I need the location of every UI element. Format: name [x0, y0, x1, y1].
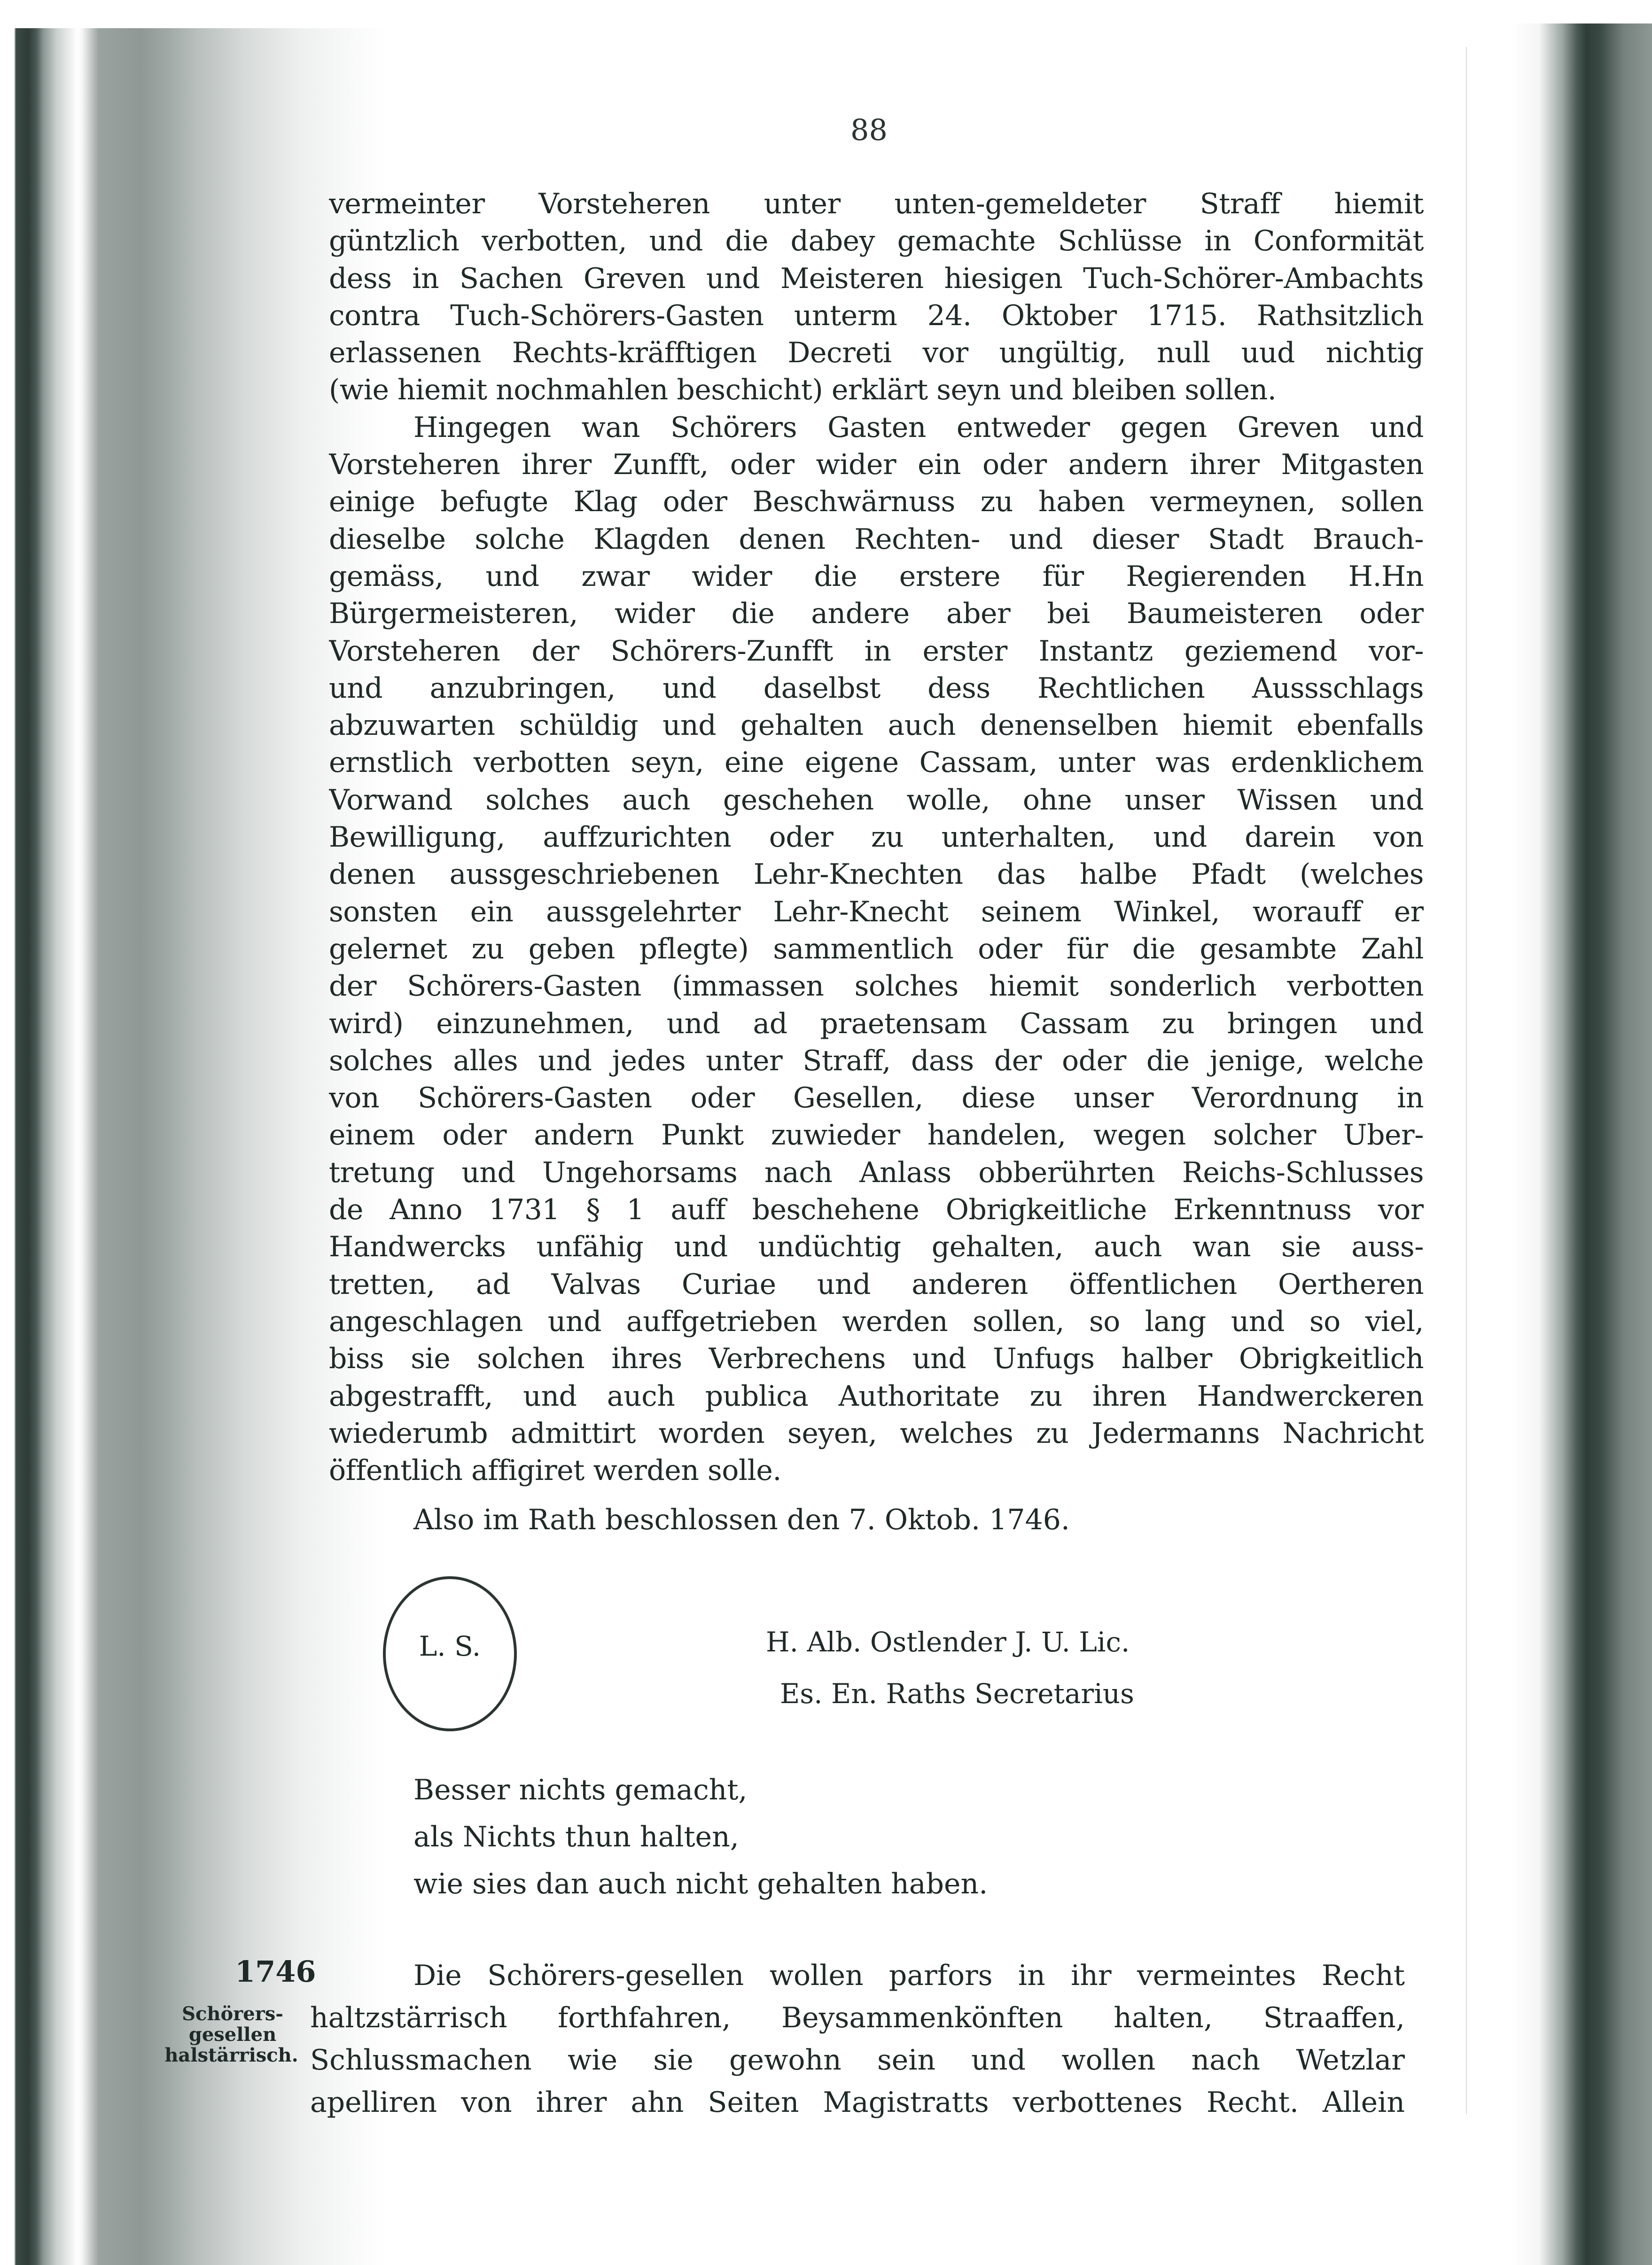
text-line: sonsten ein aussgelehrter Lehr-Knecht seinem Winkel, worauff er	[329, 895, 1424, 928]
text-line: haltzstärrisch forthfahren, Beysammenkönften halten, Straaffen,	[310, 2001, 1405, 2034]
text-line: abgestrafft, und auch publica Authoritate zu ihren Handwerckeren	[329, 1379, 1424, 1413]
text-line: gemäss, und zwar wider die erstere für Regierenden H.Hn	[329, 560, 1424, 593]
text-line: einem oder andern Punkt zuwieder handelen, wegen solcher Uber-	[329, 1119, 1424, 1152]
verse-line: wie sies dan auch nicht gehalten haben.	[413, 1868, 988, 1900]
closing-date-line: Also im Rath beschlossen den 7. Oktob. 1746.	[413, 1503, 1070, 1536]
text-line: (wie hiemit nochmahlen beschicht) erklärt seyn und bleiben sollen.	[329, 374, 1277, 407]
text-line: Vorsteheren der Schörers-Zunfft in erster Instantz geziemend vor-	[329, 634, 1424, 668]
margin-note-line: gesellen	[188, 2024, 277, 2046]
text-line: solches alles und jedes unter Straff, dass der oder die jenige, welche	[329, 1044, 1424, 1077]
text-line: Vorwand solches auch geschehen wolle, ohne unser Wissen und	[329, 783, 1424, 817]
text-line: dieselbe solche Klagden denen Rechten- und dieser Stadt Brauch-	[329, 522, 1424, 556]
text-line: einige befugte Klag oder Beschwärnuss zu haben vermeynen, sollen	[329, 485, 1424, 519]
text-line: abzuwarten schüldig und gehalten auch denenselben hiemit ebenfalls	[329, 709, 1424, 742]
text-line: de Anno 1731 § 1 auff beschehene Obrigkeitliche Erkenntnuss vor	[329, 1193, 1424, 1227]
page-number: 88	[850, 113, 888, 147]
text-line: tretten, ad Valvas Curiae und anderen öffentlichen Oertheren	[329, 1268, 1424, 1301]
text-line: und anzubringen, und daselbst dess Rechtlichen Aussschlags	[329, 671, 1424, 705]
text-line: vermeinter Vorsteheren unter unten-gemeldeter Straff hiemit	[329, 187, 1424, 220]
text-line: öffentlich affigiret werden solle.	[329, 1454, 781, 1487]
text-line: angeschlagen und auffgetrieben werden sollen, so lang und so viel,	[329, 1305, 1424, 1338]
text-line: Bewilligung, auffzurichten oder zu unterhalten, und darein von	[329, 821, 1424, 854]
text-line: denen aussgeschriebenen Lehr-Knechten das halbe Pfadt (welches	[329, 858, 1424, 891]
text-line: ernstlich verbotten seyn, eine eigene Cassam, unter was erdenklichem	[329, 746, 1424, 779]
scan-shadow-left	[0, 28, 385, 2265]
text-line: Schlussmachen wie sie gewohn sein und wollen nach Wetzlar	[310, 2044, 1405, 2077]
verse-line: als Nichts thun halten,	[413, 1821, 739, 1853]
signature-block	[766, 1616, 1134, 1720]
text-line: von Schörers-Gasten oder Gesellen, diese unser Verordnung in	[329, 1082, 1424, 1115]
signature-name: H. Alb. Ostlender J. U. Lic.	[766, 1626, 1130, 1658]
text-line: güntzlich verbotten, und die dabey gemachte Schlüsse in Conformität	[329, 225, 1424, 258]
text-line: tretung und Ungehorsams nach Anlass obberührten Reichs-Schlusses	[329, 1156, 1424, 1189]
verse-block	[413, 1767, 988, 1907]
text-line: erlassenen Rechts-kräfftigen Decreti vor ungültig, null uud nichtig	[329, 336, 1424, 370]
margin-note-line: halstärrisch.	[164, 2044, 298, 2066]
verse-line: Besser nichts gemacht,	[413, 1774, 748, 1806]
text-line: gelernet zu geben pflegte) sammentlich oder für die gesambte Zahl	[329, 932, 1424, 965]
signature-title: Es. En. Raths Secretarius	[780, 1678, 1134, 1710]
seal-label: L. S.	[419, 1630, 481, 1662]
text-line: apelliren von ihrer ahn Seiten Magistratts verbottenes Recht. Allein	[310, 2086, 1405, 2119]
text-line: dess in Sachen Greven und Meisteren hiesigen Tuch-Schörer-Ambachts	[329, 262, 1424, 295]
text-line: Die Schörers-gesellen wollen parfors in ihr vermeintes Recht	[413, 1959, 1405, 1992]
margin-note	[162, 2004, 303, 2066]
scan-shadow-right	[1511, 23, 1652, 2265]
page-crease	[1466, 47, 1470, 2114]
text-line: der Schörers-Gasten (immassen solches hiemit sonderlich verbotten	[329, 970, 1424, 1003]
paragraph-start: Hingegen wan Schörers Gasten entweder gegen Greven und	[413, 411, 1424, 444]
text-line: Vorsteheren ihrer Zunfft, oder wider ein oder andern ihrer Mitgasten	[329, 448, 1424, 482]
text-line: Bürgermeisteren, wider die andere aber bei Baumeisteren oder	[329, 597, 1424, 630]
margin-year: 1746	[235, 1954, 316, 1989]
margin-note-line: Schörers-	[182, 2003, 283, 2025]
text-line: wiederumb admittirt worden seyen, welches zu Jedermanns Nachricht	[329, 1417, 1424, 1450]
text-line: Handwercks unfähig und undüchtig gehalten, auch wan sie auss-	[329, 1230, 1424, 1264]
body-text	[329, 186, 1424, 1489]
text-line: wird) einzunehmen, und ad praetensam Cassam zu bringen und	[329, 1007, 1424, 1040]
text-line: contra Tuch-Schörers-Gasten unterm 24. Oktober 1715. Rathsitzlich	[329, 299, 1424, 332]
text-line: biss sie solchen ihres Verbrechens und Unfugs halber Obrigkeitlich	[329, 1342, 1424, 1376]
section-1746	[310, 1954, 1405, 2124]
